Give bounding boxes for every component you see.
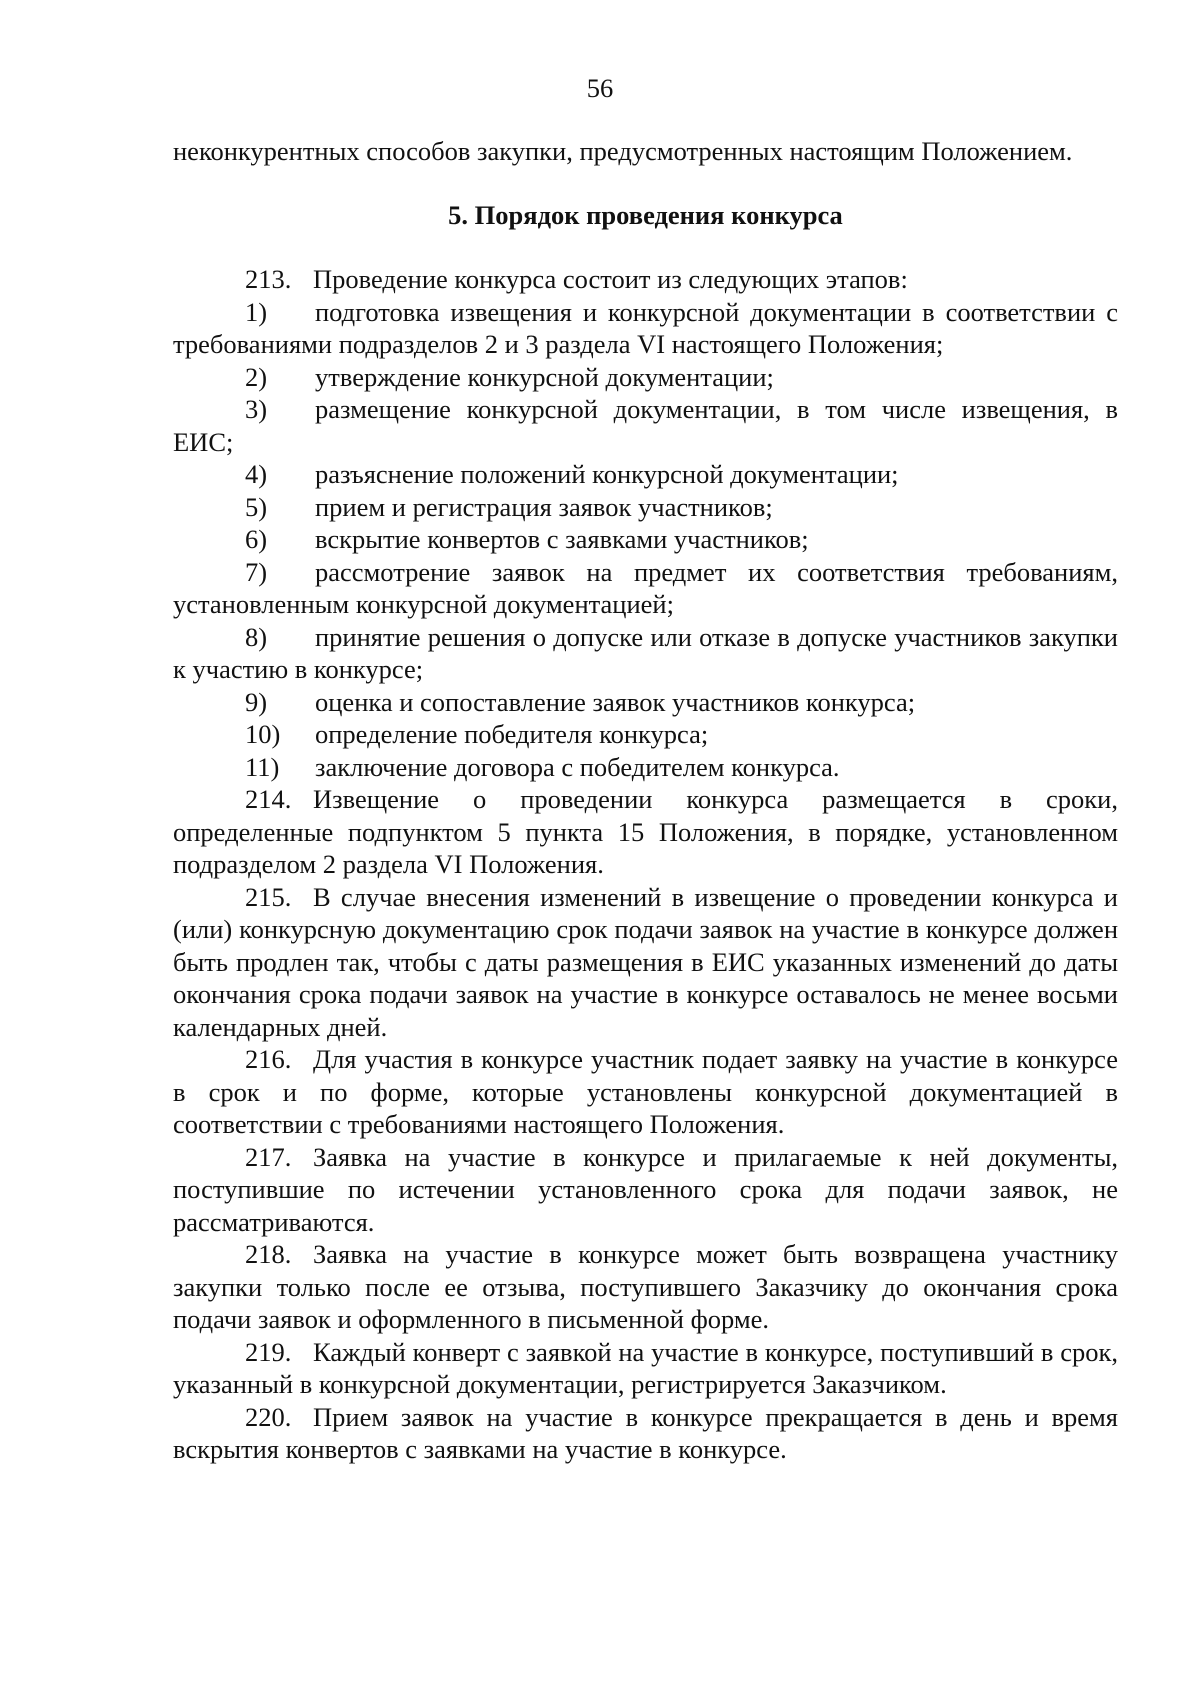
stage-item-number: 8) — [245, 621, 268, 652]
paragraph-text: Заявка на участие в конкурсе и прилагаемые к ней документы, поступившие по истечении установленного срока для подачи заявок, не рассматриваются. — [173, 1141, 1118, 1237]
stage-item-number: 9) — [245, 686, 268, 717]
stage-item-6 — [173, 523, 1118, 556]
stage-item-text: принятие решения о допуске или отказе в допуске участников закупки к участию в конкурсе; — [173, 621, 1118, 684]
stage-item-text: подготовка извещения и конкурсной документации в соответствии с требованиями подразделов 2 и 3 раздела VI настоящего Положения; — [173, 296, 1118, 359]
paragraph-6 — [173, 1336, 1118, 1401]
paragraph-213 — [173, 263, 1118, 296]
paragraph-number: 218. — [245, 1239, 292, 1269]
stage-item-4 — [173, 458, 1118, 491]
paragraph-1 — [173, 783, 1118, 881]
paragraph-text: Каждый конверт с заявкой на участие в конкурсе, поступивший в срок, указанный в конкурсной документации, регистрируется Заказчиком. — [173, 1336, 1118, 1399]
stage-item-number: 4) — [245, 459, 268, 489]
paragraph-5 — [173, 1238, 1118, 1336]
stage-item-7 — [173, 556, 1118, 621]
paragraph-text: Прием заявок на участие в конкурсе прекращается в день и время вскрытия конвертов с заявками на участие в конкурсе. — [173, 1401, 1118, 1464]
stage-item-1 — [173, 296, 1118, 361]
stage-item-11 — [173, 751, 1118, 784]
stage-item-3 — [173, 393, 1118, 458]
stage-item-text: прием и регистрация заявок участников; — [315, 491, 773, 522]
paragraph-number: 214. — [245, 784, 292, 814]
stage-item-number: 3) — [245, 394, 268, 424]
stage-item-number: 2) — [245, 361, 268, 392]
stage-item-text: оценка и сопоставление заявок участников конкурса; — [315, 686, 916, 717]
paragraph-text: Заявка на участие в конкурсе может быть возвращена участнику закупки только после ее отзыва, поступившего Заказчику до окончания срока подачи заявок и оформленного в письменной форме. — [173, 1239, 1118, 1334]
stage-item-text: вскрытие конвертов с заявками участников; — [315, 524, 809, 554]
stage-item-8 — [173, 621, 1118, 686]
stage-item-number: 11) — [245, 751, 280, 782]
stage-item-text: утверждение конкурсной документации; — [315, 361, 774, 392]
paragraph-text: В случае внесения изменений в извещение о проведении конкурса и (или) конкурсную документацию срок подачи заявок на участие в конкурсе должен быть продлен так, чтобы с даты размещения в ЕИС указанных изменений до даты окончания срока подачи заявок на участие в конкурсе оставалось не менее восьми календарных дней. — [173, 881, 1118, 1042]
paragraph-number: 216. — [245, 1044, 292, 1074]
stage-item-number: 1) — [245, 296, 268, 327]
stage-item-text: рассмотрение заявок на предмет их соответствия требованиям, установленным конкурсной документацией; — [173, 556, 1118, 619]
paragraph-text: Извещение о проведении конкурса размещается в сроки, определенные подпунктом 5 пункта 15 Положения, в порядке, установленном подразделом 2 раздела VI Положения. — [173, 784, 1118, 879]
paragraph-3 — [173, 1043, 1118, 1141]
paragraph-number: 215. — [245, 881, 292, 912]
paragraph-7 — [173, 1401, 1118, 1466]
stage-item-text: разъяснение положений конкурсной документации; — [315, 459, 899, 489]
intro-text: неконкурентных способов закупки, предусмотренных настоящим Положением. — [173, 136, 1073, 166]
section-title: 5. Порядок проведения конкурса — [448, 199, 843, 230]
document-body — [173, 135, 1118, 1466]
stage-item-2 — [173, 361, 1118, 394]
stage-item-number: 7) — [245, 556, 268, 587]
paragraph-text: Проведение конкурса состоит из следующих этапов: — [313, 264, 908, 294]
stage-item-number: 5) — [245, 491, 268, 522]
paragraph-text: Для участия в конкурсе участник подает заявку на участие в конкурсе в срок и по форме, которые установлены конкурсной документацией в соответствии с требованиями настоящего Положения. — [173, 1044, 1118, 1139]
stage-item-10 — [173, 718, 1118, 751]
stage-item-text: размещение конкурсной документации, в том числе извещения, в ЕИС; — [173, 394, 1118, 457]
paragraph-2 — [173, 881, 1118, 1044]
stage-item-5 — [173, 491, 1118, 524]
stage-item-text: заключение договора с победителем конкурса. — [315, 751, 840, 782]
stage-item-number: 10) — [245, 719, 281, 749]
stage-item-9 — [173, 686, 1118, 719]
stage-item-number: 6) — [245, 524, 268, 554]
paragraph-number: 213. — [245, 264, 292, 294]
paragraph-number: 219. — [245, 1336, 292, 1367]
stages-list — [173, 296, 1118, 784]
paragraph-4 — [173, 1141, 1118, 1239]
stage-item-text: определение победителя конкурса; — [315, 719, 709, 749]
page-number: 56 — [586, 73, 614, 103]
paragraph-number: 220. — [245, 1401, 292, 1432]
paragraphs-list — [173, 783, 1118, 1466]
paragraph-number: 217. — [245, 1141, 292, 1172]
